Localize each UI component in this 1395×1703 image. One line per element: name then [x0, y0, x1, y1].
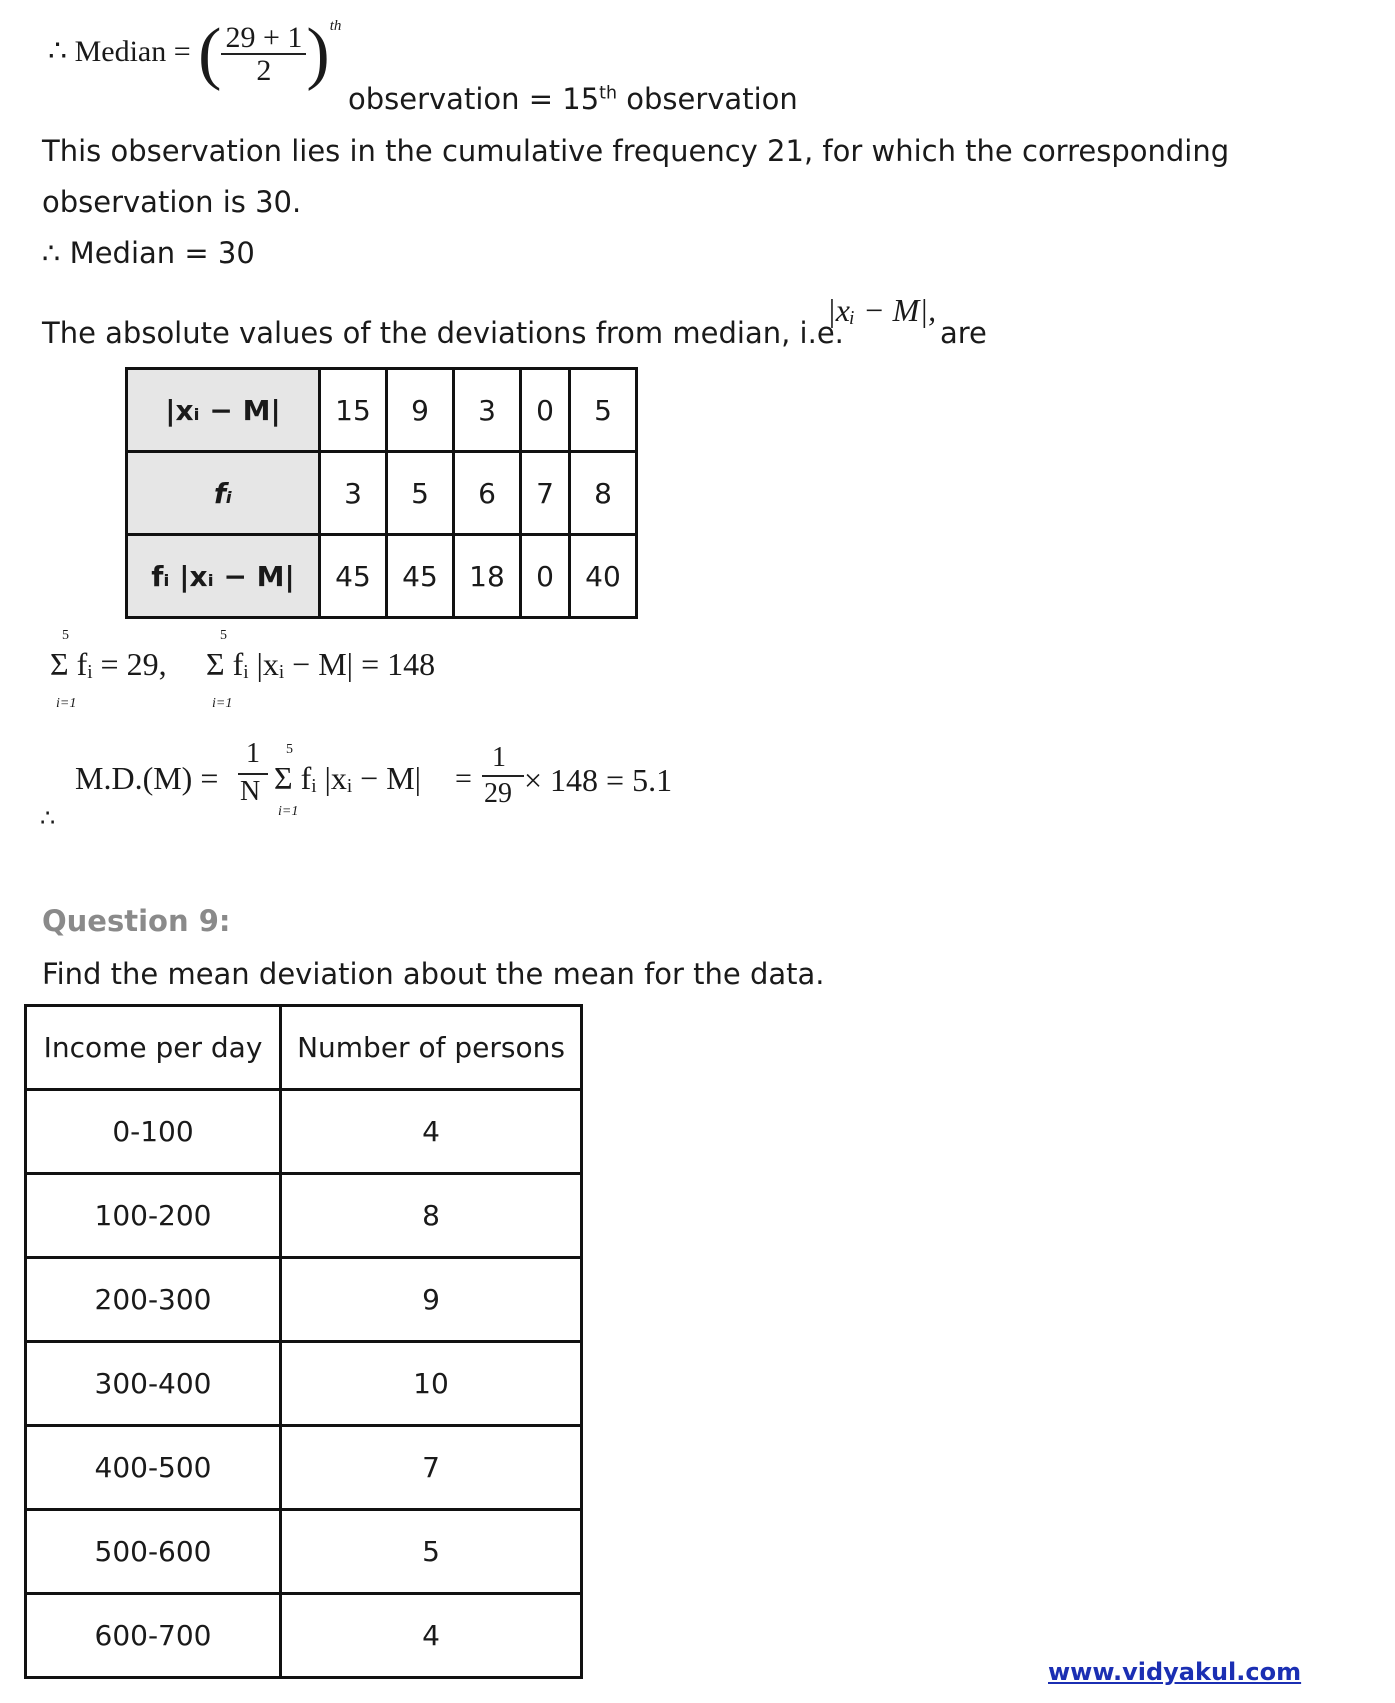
therefore-symbol: ∴ — [48, 34, 68, 68]
table-cell: 3 — [320, 452, 387, 535]
left-paren: ( — [198, 15, 222, 92]
deviation-intro-text: The absolute values of the deviations from median, i.e. — [42, 316, 844, 350]
deviation-intro-tail: are — [940, 316, 987, 350]
table-cell: 3 — [454, 369, 521, 452]
table-row — [127, 535, 637, 618]
table-row — [26, 1342, 582, 1426]
md-therefore: ∴ — [40, 806, 56, 832]
row-header: fᵢ — [127, 452, 320, 535]
paragraph-line-1: This observation lies in the cumulative frequency 21, for which the corresponding — [42, 134, 1230, 168]
paragraph-line-2: observation is 30. — [42, 185, 302, 219]
observation-word-2: observation — [626, 82, 798, 116]
table-cell: 5 — [387, 452, 454, 535]
power-th: th — [329, 18, 342, 34]
md-tail: × 148 = 5.1 — [524, 762, 673, 798]
observation-line — [348, 82, 798, 116]
income-cell: 100-200 — [26, 1174, 281, 1258]
sum-equation-1: Σ fᵢ = 29, — [50, 646, 167, 682]
table-row — [26, 1174, 582, 1258]
persons-cell: 7 — [281, 1426, 582, 1510]
table-cell: 45 — [387, 535, 454, 618]
persons-cell: 4 — [281, 1090, 582, 1174]
fraction-denominator: 2 — [256, 54, 272, 87]
income-cell: 500-600 — [26, 1510, 281, 1594]
md-one-2: 1 — [492, 742, 506, 773]
fifteenth-sup: th — [599, 83, 618, 104]
table-cell: 40 — [570, 535, 637, 618]
table-cell: 0 — [521, 535, 570, 618]
table-cell: 15 — [320, 369, 387, 452]
row-header: fᵢ |xᵢ − M| — [127, 535, 320, 618]
persons-cell: 4 — [281, 1594, 582, 1678]
income-cell: 200-300 — [26, 1258, 281, 1342]
median-formula — [48, 14, 341, 94]
table-row — [127, 369, 637, 452]
md-eq: = — [455, 762, 472, 795]
md-one: 1 — [246, 738, 260, 769]
table-cell: 6 — [454, 452, 521, 535]
table-cell: 45 — [320, 535, 387, 618]
table-row — [26, 1426, 582, 1510]
deviation-intro-formula: |xᵢ − M|, — [827, 292, 937, 328]
row-header: |xᵢ − M| — [127, 369, 320, 452]
column-header: Income per day — [26, 1006, 281, 1090]
income-cell: 600-700 — [26, 1594, 281, 1678]
table-row — [26, 1090, 582, 1174]
median-result: ∴ Median = 30 — [42, 236, 255, 270]
median-label: Median — [74, 34, 167, 68]
right-paren: ) — [306, 15, 330, 92]
table-row — [127, 452, 637, 535]
table-row — [26, 1258, 582, 1342]
sum-upper-2: 5 — [220, 628, 227, 643]
table-row — [26, 1510, 582, 1594]
question-heading: Question 9: — [42, 904, 231, 938]
md-fraction-bar — [238, 773, 268, 775]
income-cell: 0-100 — [26, 1090, 281, 1174]
median-fraction — [221, 22, 306, 87]
question-text: Find the mean deviation about the mean for the data. — [42, 957, 825, 991]
fraction-numerator: 29 + 1 — [221, 22, 306, 56]
income-cell: 400-500 — [26, 1426, 281, 1510]
sum-equation-2: Σ fᵢ |xᵢ − M| = 148 — [206, 646, 436, 682]
column-header: Number of persons — [281, 1006, 582, 1090]
table-cell: 9 — [387, 369, 454, 452]
vidyakul-link[interactable]: www.vidyakul.com — [1048, 1658, 1302, 1686]
md-sum-part: Σ fᵢ |xᵢ − M| — [274, 760, 422, 796]
table-cell: 7 — [521, 452, 570, 535]
md-fraction-bar-2 — [482, 775, 524, 777]
table-row — [26, 1594, 582, 1678]
md-N: N — [240, 776, 261, 807]
persons-cell: 5 — [281, 1510, 582, 1594]
income-table — [24, 1004, 583, 1679]
table-header-row — [26, 1006, 582, 1090]
equals-sign-2: = — [528, 82, 554, 116]
income-cell: 300-400 — [26, 1342, 281, 1426]
table-cell: 5 — [570, 369, 637, 452]
sum-lower-1: i=1 — [56, 696, 77, 711]
table-cell: 18 — [454, 535, 521, 618]
sum-lower-2: i=1 — [212, 696, 233, 711]
equals-sign: = — [173, 34, 191, 68]
md-twentynine: 29 — [484, 778, 512, 809]
persons-cell: 8 — [281, 1174, 582, 1258]
persons-cell: 9 — [281, 1258, 582, 1342]
md-lhs: M.D.(M) = — [75, 760, 219, 796]
observation-word: observation — [348, 82, 520, 116]
fifteenth-number: 15 — [562, 82, 600, 116]
table-cell: 0 — [521, 369, 570, 452]
md-sum-upper: 5 — [286, 742, 293, 757]
persons-cell: 10 — [281, 1342, 582, 1426]
table-cell: 8 — [570, 452, 637, 535]
md-sum-lower: i=1 — [278, 804, 299, 819]
deviation-table — [125, 367, 638, 619]
sum-upper-1: 5 — [62, 628, 69, 643]
